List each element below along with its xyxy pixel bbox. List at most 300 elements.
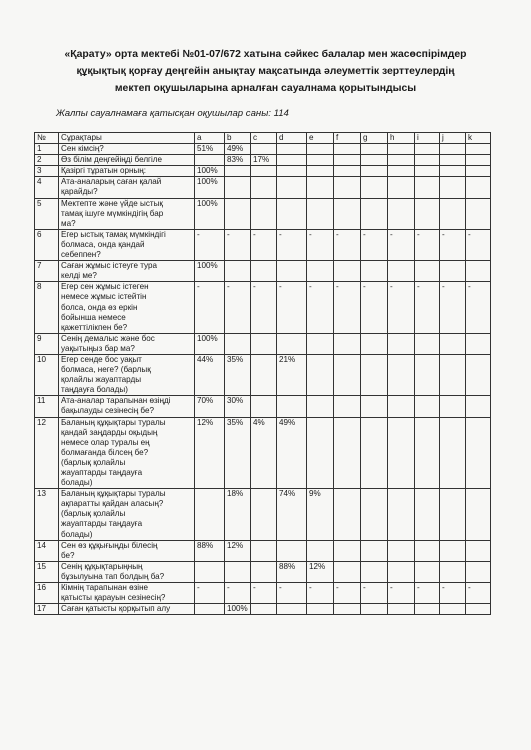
question-text-line: Ата-аналар тарапынан өзіңді — [61, 396, 171, 406]
answer-cell — [440, 417, 466, 489]
table-row — [35, 177, 491, 198]
answer-cell — [388, 261, 415, 282]
answer-cell: 74% — [277, 489, 307, 540]
answer-cell — [361, 540, 388, 561]
answer-cell — [251, 166, 277, 177]
answer-cell — [466, 198, 491, 229]
answer-cell — [361, 166, 388, 177]
answer-cell — [307, 396, 334, 417]
answer-cell: 12% — [195, 417, 225, 489]
answer-cell — [251, 540, 277, 561]
answer-cell: - — [440, 583, 466, 604]
answer-cell — [415, 333, 440, 354]
answer-cell: - — [251, 583, 277, 604]
answer-cell: 9% — [307, 489, 334, 540]
answer-cell: 100% — [195, 198, 225, 229]
answer-cell — [225, 177, 251, 198]
row-number: 14 — [35, 540, 59, 561]
answer-cell: - — [195, 229, 225, 260]
column-header: Сұрақтары — [59, 133, 195, 144]
answer-cell — [388, 561, 415, 582]
title-line-2: құқықтық қорғау деңгейін анықтау мақсатында әлеуметтік зерттеулердің — [76, 66, 455, 77]
answer-cell — [440, 166, 466, 177]
question-text-line: уақытыңыз бар ма? — [61, 343, 135, 353]
question-cell — [59, 144, 195, 155]
answer-cell — [440, 561, 466, 582]
answer-cell — [251, 396, 277, 417]
table-row — [35, 333, 491, 354]
question-text-line: болады) — [61, 529, 93, 539]
table-row — [35, 261, 491, 282]
answer-cell — [361, 561, 388, 582]
answer-cell — [361, 354, 388, 395]
question-text-line: Баланың құқықтары туралы — [61, 417, 166, 427]
answer-cell — [415, 198, 440, 229]
question-cell — [59, 583, 195, 604]
question-cell — [59, 177, 195, 198]
answer-cell — [440, 396, 466, 417]
row-number: 3 — [35, 166, 59, 177]
answer-cell — [466, 155, 491, 166]
question-cell — [59, 282, 195, 333]
answer-cell — [388, 177, 415, 198]
row-number: 1 — [35, 144, 59, 155]
column-header: h — [388, 133, 415, 144]
answer-cell — [251, 261, 277, 282]
answer-cell — [195, 561, 225, 582]
question-text-line: Егер сенде бос уақыт — [61, 354, 142, 364]
answer-cell — [307, 540, 334, 561]
answer-cell: - — [415, 583, 440, 604]
question-text-line: Қазіргі тұратын орның: — [61, 166, 146, 176]
answer-cell — [466, 604, 491, 615]
answer-cell: 100% — [195, 333, 225, 354]
column-header: f — [334, 133, 361, 144]
question-text-line: болады) — [61, 478, 93, 488]
answer-cell — [415, 177, 440, 198]
answer-cell — [334, 166, 361, 177]
answer-cell — [440, 354, 466, 395]
row-number: 4 — [35, 177, 59, 198]
answer-cell — [440, 144, 466, 155]
question-text-line: қарайды? — [61, 187, 98, 197]
answer-cell — [277, 333, 307, 354]
answer-cell: - — [195, 583, 225, 604]
answer-cell: - — [225, 583, 251, 604]
answer-cell: - — [277, 583, 307, 604]
answer-cell: 44% — [195, 354, 225, 395]
answer-cell — [277, 166, 307, 177]
question-text-line: Егер сен жұмыс істеген — [61, 282, 149, 292]
question-text-line: немесе олар туралы ең — [61, 437, 150, 447]
question-text-line: Сенің демалыс және бос — [61, 333, 155, 343]
answer-cell: 4% — [251, 417, 277, 489]
answer-cell — [388, 333, 415, 354]
answer-cell: 17% — [251, 155, 277, 166]
answer-cell: - — [361, 583, 388, 604]
answer-cell — [361, 144, 388, 155]
title-line-1: «Қарату» орта мектебі №01-07/672 хатына сәйкес балалар мен жасөспірімдер — [64, 49, 467, 60]
table-row — [35, 198, 491, 229]
answer-cell: - — [388, 282, 415, 333]
answer-cell: - — [334, 583, 361, 604]
answer-cell — [415, 155, 440, 166]
question-text-line: (барлық қолайлы — [61, 457, 126, 467]
question-text-line: келді ме? — [61, 271, 97, 281]
question-text-line: болмаса, неге? (барлық — [61, 365, 151, 375]
answer-cell: 88% — [195, 540, 225, 561]
answer-cell: - — [277, 282, 307, 333]
answer-cell: 35% — [225, 354, 251, 395]
answer-cell: - — [334, 282, 361, 333]
answer-cell — [388, 489, 415, 540]
question-text-line: Сен кімсің? — [61, 144, 104, 154]
answer-cell: - — [466, 282, 491, 333]
answer-cell: - — [440, 282, 466, 333]
question-text-line: болмаса, онда қандай — [61, 239, 145, 249]
answer-cell — [466, 166, 491, 177]
question-text-line: ақпаратты қайдан аласың? — [61, 499, 164, 509]
answer-cell — [277, 177, 307, 198]
column-header: b — [225, 133, 251, 144]
table-row — [35, 489, 491, 540]
question-cell — [59, 489, 195, 540]
answer-cell: - — [466, 583, 491, 604]
answer-cell: 12% — [225, 540, 251, 561]
answer-cell: - — [361, 282, 388, 333]
answer-cell — [277, 198, 307, 229]
row-number: 10 — [35, 354, 59, 395]
answer-cell — [334, 354, 361, 395]
answer-cell — [415, 261, 440, 282]
answer-cell — [195, 489, 225, 540]
answer-cell — [277, 396, 307, 417]
answer-cell: 12% — [307, 561, 334, 582]
answer-cell — [277, 540, 307, 561]
answer-cell: 100% — [195, 177, 225, 198]
question-text-line: жауаптарды таңдауға — [61, 519, 143, 529]
column-header: j — [440, 133, 466, 144]
question-text-line: (барлық қолайлы — [61, 509, 126, 519]
row-number: 11 — [35, 396, 59, 417]
answer-cell: - — [307, 583, 334, 604]
column-header: a — [195, 133, 225, 144]
answer-cell — [361, 489, 388, 540]
question-text-line: бұзылуына тап болдың ба? — [61, 571, 165, 581]
answer-cell — [251, 561, 277, 582]
question-text-line: Саған жұмыс істеуге тура — [61, 261, 157, 271]
answer-cell — [361, 604, 388, 615]
answer-cell — [195, 604, 225, 615]
answer-cell: - — [415, 282, 440, 333]
question-cell — [59, 261, 195, 282]
answer-cell — [225, 561, 251, 582]
answer-cell — [361, 177, 388, 198]
answer-cell — [361, 261, 388, 282]
answer-cell — [361, 396, 388, 417]
answer-cell — [251, 604, 277, 615]
table-row — [35, 166, 491, 177]
answer-cell: 83% — [225, 155, 251, 166]
table-row — [35, 417, 491, 489]
answer-cell — [334, 333, 361, 354]
answer-cell: - — [415, 229, 440, 260]
answer-cell — [225, 261, 251, 282]
answer-cell — [388, 604, 415, 615]
answer-cell — [334, 396, 361, 417]
answer-cell — [388, 540, 415, 561]
answer-cell — [277, 144, 307, 155]
answer-cell — [334, 417, 361, 489]
answer-cell: 51% — [195, 144, 225, 155]
question-text-line: қандай заңдарды оқыдың — [61, 427, 158, 437]
answer-cell — [251, 489, 277, 540]
row-number: 15 — [35, 561, 59, 582]
answer-cell — [307, 144, 334, 155]
answer-cell — [440, 198, 466, 229]
question-cell — [59, 417, 195, 489]
answer-cell — [277, 261, 307, 282]
answer-cell: - — [388, 229, 415, 260]
answer-cell — [466, 417, 491, 489]
answer-cell — [388, 417, 415, 489]
answer-cell: 30% — [225, 396, 251, 417]
answer-cell — [334, 177, 361, 198]
answer-cell: - — [195, 282, 225, 333]
table-row — [35, 604, 491, 615]
answer-cell — [307, 261, 334, 282]
question-text-line: Кімнің тарапынан өзіне — [61, 583, 149, 593]
answer-cell — [307, 155, 334, 166]
column-header: g — [361, 133, 388, 144]
answer-cell — [277, 155, 307, 166]
answer-cell: 100% — [195, 261, 225, 282]
answer-cell: 21% — [277, 354, 307, 395]
answer-cell — [388, 396, 415, 417]
row-number: 17 — [35, 604, 59, 615]
answer-cell — [440, 155, 466, 166]
row-number: 12 — [35, 417, 59, 489]
answer-cell: 35% — [225, 417, 251, 489]
question-cell — [59, 333, 195, 354]
question-cell — [59, 354, 195, 395]
answer-cell — [466, 333, 491, 354]
answer-cell — [388, 198, 415, 229]
question-text-line: бойынша немесе — [61, 312, 126, 322]
answer-cell: - — [251, 229, 277, 260]
answer-cell — [440, 177, 466, 198]
table-row — [35, 561, 491, 582]
answer-cell — [225, 198, 251, 229]
answer-cell — [388, 354, 415, 395]
question-text-line: бақылауды сезінесің бе? — [61, 406, 154, 416]
answer-cell: - — [225, 282, 251, 333]
table-header-row — [35, 133, 491, 144]
answer-cell: - — [466, 229, 491, 260]
column-header: d — [277, 133, 307, 144]
row-number: 13 — [35, 489, 59, 540]
answer-cell — [415, 144, 440, 155]
question-text-line: жауаптарды таңдауға — [61, 468, 143, 477]
question-text-line: Мектепте және үйде ыстық — [61, 198, 163, 208]
answer-cell — [415, 561, 440, 582]
answer-cell — [307, 166, 334, 177]
answer-cell: - — [307, 282, 334, 333]
answer-cell — [361, 417, 388, 489]
answer-cell: - — [251, 282, 277, 333]
answer-cell — [334, 561, 361, 582]
answer-cell: - — [225, 229, 251, 260]
table-row — [35, 354, 491, 395]
answer-cell — [466, 489, 491, 540]
answer-cell: - — [307, 229, 334, 260]
answer-cell — [361, 333, 388, 354]
answer-cell — [195, 155, 225, 166]
answer-cell — [307, 604, 334, 615]
answer-cell — [334, 540, 361, 561]
answer-cell: - — [361, 229, 388, 260]
answer-cell: 100% — [195, 166, 225, 177]
question-text-line: болса, онда өз еркін — [61, 302, 138, 312]
survey-results-table — [34, 132, 491, 615]
question-text-line: немесе жұмыс істейтін — [61, 292, 147, 302]
answer-cell — [415, 166, 440, 177]
question-cell — [59, 166, 195, 177]
question-text-line: Сен өз құқығыңды білесің — [61, 540, 158, 550]
table-row — [35, 144, 491, 155]
answer-cell: 100% — [225, 604, 251, 615]
answer-cell: 49% — [225, 144, 251, 155]
title-line-3: мектеп оқушыларына арналған сауалнама қорытындысы — [114, 83, 417, 94]
answer-cell — [334, 604, 361, 615]
row-number: 9 — [35, 333, 59, 354]
answer-cell — [307, 417, 334, 489]
column-header: № — [35, 133, 59, 144]
table-row — [35, 229, 491, 260]
answer-cell — [466, 396, 491, 417]
column-header: e — [307, 133, 334, 144]
question-cell — [59, 155, 195, 166]
answer-cell — [307, 333, 334, 354]
answer-cell — [388, 155, 415, 166]
question-cell — [59, 604, 195, 615]
answer-cell — [334, 489, 361, 540]
row-number: 7 — [35, 261, 59, 282]
answer-cell: - — [388, 583, 415, 604]
answer-cell — [466, 144, 491, 155]
table-row — [35, 282, 491, 333]
answer-cell — [415, 417, 440, 489]
answer-cell — [466, 261, 491, 282]
question-text-line: Баланың құқықтары туралы — [61, 489, 166, 499]
question-text-line: Өз білім деңгейіңді белгіле — [61, 155, 163, 165]
table-row — [35, 155, 491, 166]
answer-cell — [466, 540, 491, 561]
question-text-line: Ата-аналарың саған қалай — [61, 177, 162, 187]
answer-cell — [388, 166, 415, 177]
answer-cell — [440, 540, 466, 561]
question-text-line: себеппен? — [61, 250, 101, 260]
question-text-line: бе? — [61, 550, 75, 560]
question-cell — [59, 198, 195, 229]
question-text-line: қатысты қарауын сезінесің? — [61, 593, 166, 603]
answer-cell: - — [334, 229, 361, 260]
answer-cell — [361, 155, 388, 166]
answer-cell — [415, 540, 440, 561]
row-number: 2 — [35, 155, 59, 166]
question-text-line: қажеттілікпен бе? — [61, 322, 128, 332]
answer-cell: 70% — [195, 396, 225, 417]
question-text-line: тамақ ішуге мүмкіндігің бар — [61, 208, 164, 218]
answer-cell — [415, 604, 440, 615]
question-text-line: таңдауға болады) — [61, 385, 128, 395]
table-row — [35, 396, 491, 417]
answer-cell: - — [277, 229, 307, 260]
row-number: 6 — [35, 229, 59, 260]
question-cell — [59, 396, 195, 417]
answer-cell — [440, 489, 466, 540]
question-text-line: ма? — [61, 218, 76, 228]
answer-cell — [225, 166, 251, 177]
answer-cell — [388, 144, 415, 155]
question-cell — [59, 540, 195, 561]
table-row — [35, 583, 491, 604]
participants-count: Жалпы сауалнамаға қатысқан оқушылар саны: 114 — [56, 108, 289, 119]
answer-cell: 18% — [225, 489, 251, 540]
answer-cell — [307, 198, 334, 229]
answer-cell — [307, 177, 334, 198]
answer-cell — [251, 177, 277, 198]
column-header: c — [251, 133, 277, 144]
answer-cell — [415, 354, 440, 395]
question-cell — [59, 229, 195, 260]
row-number: 5 — [35, 198, 59, 229]
answer-cell: 88% — [277, 561, 307, 582]
answer-cell — [361, 198, 388, 229]
answer-cell — [251, 354, 277, 395]
answer-cell — [415, 396, 440, 417]
table-row — [35, 540, 491, 561]
answer-cell — [307, 354, 334, 395]
document-title — [30, 46, 501, 97]
answer-cell — [466, 354, 491, 395]
answer-cell — [225, 333, 251, 354]
question-cell — [59, 561, 195, 582]
answer-cell: - — [440, 229, 466, 260]
answer-cell — [334, 144, 361, 155]
answer-cell — [251, 198, 277, 229]
question-text-line: қолайлы жауаптарды — [61, 375, 142, 385]
question-text-line: болмағанда білсең бе? — [61, 447, 149, 457]
answer-cell — [440, 604, 466, 615]
answer-cell — [440, 261, 466, 282]
question-text-line: Сенің құқықтарыңның — [61, 561, 143, 571]
row-number: 8 — [35, 282, 59, 333]
answer-cell — [466, 177, 491, 198]
column-header: i — [415, 133, 440, 144]
answer-cell — [334, 198, 361, 229]
answer-cell — [440, 333, 466, 354]
answer-cell — [334, 155, 361, 166]
answer-cell — [251, 144, 277, 155]
answer-cell — [466, 561, 491, 582]
answer-cell: 49% — [277, 417, 307, 489]
answer-cell — [334, 261, 361, 282]
column-header: k — [466, 133, 491, 144]
answer-cell — [277, 604, 307, 615]
question-text-line: Саған қатысты қорқытып алу — [61, 604, 171, 614]
answer-cell — [251, 333, 277, 354]
